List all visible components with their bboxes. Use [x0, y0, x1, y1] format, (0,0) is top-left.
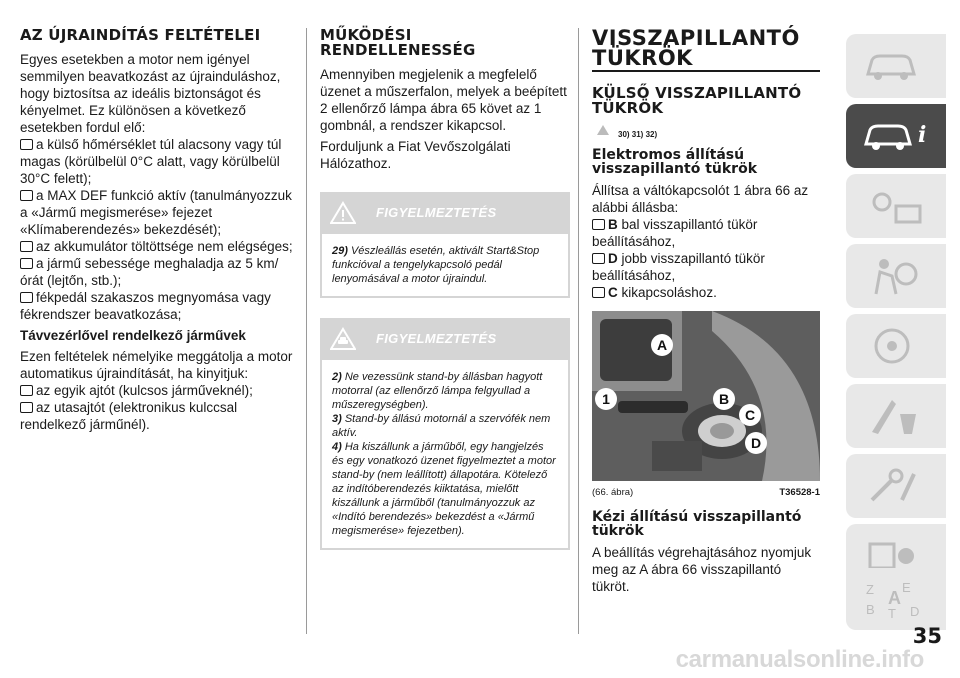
section-heading: MŰKÖDÉSI RENDELLENESSÉG — [320, 26, 476, 59]
emergency-icon — [862, 394, 926, 438]
car-info-active-icon — [862, 114, 926, 158]
note-number: 29) — [332, 245, 348, 257]
warning-text: Vészleállás esetén, aktivált Start&Stop funkcióval a tengelykapcsoló pedál lenyomásával a motor újraindul. — [332, 245, 540, 285]
warning-label: FIGYELMEZTETÉS — [376, 205, 497, 220]
figure-code: T36528-1 — [779, 487, 820, 498]
warning-item: 4) Ha kiszállunk a járműből, egy hangjelzés és egy vonatkozó üzenet figyelmeztet a motor stand-by (nem leállított) állapotára. Kötelező az indítóberendezés kiiktatása, mielőtt kiszállunk a járműből (tanulmányozzuk az «Indító berendezés» bekezdést a «Jármű megismerése» fejezetben). — [332, 441, 556, 537]
svg-text:i: i — [918, 122, 926, 148]
bullet-box-icon — [20, 385, 33, 396]
paragraph: Állítsa a váltókapcsolót 1 ábra 66 az alábbi állásba: — [592, 183, 809, 215]
tab-index[interactable] — [846, 568, 946, 630]
bullet-box-icon — [20, 402, 33, 413]
tab-vehicle[interactable] — [846, 34, 946, 98]
figure-label: 1 — [602, 391, 610, 407]
index-icon — [862, 578, 926, 622]
figure-label: A — [656, 337, 668, 353]
bullet-box-icon — [20, 139, 33, 150]
figure-label: C — [744, 407, 756, 423]
bullet-box-icon — [592, 253, 605, 264]
paragraph: Ezen feltételek némelyike meggátolja a motor automatikus újraindítását, ha kinyitjuk: — [20, 349, 293, 381]
list-item: a jármű sebessége meghaladja az 5 km/órát (lejtőn, stb.); — [20, 256, 279, 288]
steering-wheel-icon — [862, 324, 926, 368]
tab-vehicle-info-active[interactable] — [846, 104, 946, 168]
warning-lights-icon — [862, 184, 926, 228]
figure-illustration — [592, 311, 820, 481]
figure-label: B — [718, 391, 730, 407]
bullet-box-icon — [592, 219, 605, 230]
paragraph: A beállítás végrehajtásához nyomjuk meg az A ábra 66 visszapillantó tükröt. — [592, 545, 812, 594]
list-item: B bal visszapillantó tükör beállításához, — [592, 217, 758, 249]
tab-service[interactable] — [846, 454, 946, 518]
column-divider — [578, 28, 579, 634]
watermark: carmanualsonline.info — [675, 646, 924, 673]
svg-text:E: E — [902, 580, 911, 595]
warning-triangle-icon — [330, 201, 356, 225]
service-tools-icon — [862, 464, 926, 508]
tab-safety[interactable] — [846, 244, 946, 308]
mirror-control-photo — [592, 311, 820, 481]
paragraph: Forduljunk a Fiat Vevőszolgálati Hálózathoz. — [320, 139, 511, 171]
chapter-title: VISSZAPILLANTÓ TÜKRÖK — [592, 28, 820, 72]
warning-header — [320, 318, 570, 360]
figure-label: D — [750, 435, 762, 451]
list-item: a külső hőmérséklet túl alacsony vagy túl magas (körülbelül 0°C alatt, vagy körülbelül 30°C felett); — [20, 137, 282, 186]
bullet-box-icon — [592, 287, 605, 298]
svg-text:T: T — [888, 606, 896, 621]
subheading: Kézi állítású visszapillantó tükrök — [592, 509, 802, 539]
references: 30) 31) 32) — [592, 124, 820, 140]
svg-text:D: D — [910, 604, 920, 619]
list-item: a MAX DEF funkció aktív (tanulmányozzuk a «Jármű megismerése» fejezet «Klímaberendezés» bekezdését); — [20, 188, 292, 237]
list-item: D jobb visszapillantó tükör beállításához, — [592, 251, 765, 283]
tab-emergency[interactable] — [846, 384, 946, 448]
tab-warning-lights[interactable] — [846, 174, 946, 238]
subheading: Távvezérlővel rendelkező járművek — [20, 328, 246, 343]
list-item: fékpedál szakaszos megnyomása vagy fékrendszer beavatkozása; — [20, 290, 271, 322]
bullet-box-icon — [20, 258, 33, 269]
warning-box — [320, 360, 570, 550]
section-heading: AZ ÚJRAINDÍTÁS FELTÉTELEI — [20, 26, 261, 44]
page-number: 35 — [912, 624, 942, 648]
subheading: Elektromos állítású visszapillantó tükrök — [592, 147, 758, 177]
list-item: az utasajtót (elektronikus kulccsal rendelkező járműnél). — [20, 400, 238, 432]
list-item: az akkumulátor töltöttsége nem elégséges; — [20, 238, 296, 255]
column-malfunction — [320, 28, 570, 550]
car-info-icon — [862, 44, 926, 88]
airbag-icon — [862, 254, 926, 298]
warning-label: FIGYELMEZTETÉS — [376, 331, 497, 346]
bullet-box-icon — [20, 241, 33, 252]
tab-driving[interactable] — [846, 314, 946, 378]
warning-triangle-icon — [596, 124, 610, 136]
warning-item: 3) Stand-by állású motornál a szervófék nem aktív. — [332, 413, 551, 439]
caution-car-icon — [330, 327, 356, 351]
figure-caption: (66. ábra) T36528-1 — [592, 487, 820, 498]
list-item: C kikapcsoláshoz. — [592, 284, 820, 301]
column-restart-conditions — [20, 28, 296, 433]
warning-box — [320, 234, 570, 298]
warning-header — [320, 192, 570, 234]
section-heading: KÜLSŐ VISSZAPILLANTÓ TÜKRÖK — [592, 84, 802, 117]
bullet-box-icon — [20, 190, 33, 201]
intro-text: Egyes esetekben a motor nem igényel semmilyen beavatkozást az újrainduláshoz, hogy biztosítsa az ideális biztonságot és kényelmet. Ez különösen a következő esetekben fordul elő: — [20, 52, 281, 135]
warning-item: 2) Ne vezessünk stand-by állásban hagyott motorral (az ellenőrző lámpa felgyullad a műszeregységben). — [332, 371, 543, 411]
column-mirrors — [592, 28, 820, 595]
svg-text:Z: Z — [866, 582, 874, 597]
svg-text:A: A — [888, 588, 901, 608]
column-divider — [306, 28, 307, 634]
list-item: az egyik ajtót (kulcsos járműveknél); — [20, 382, 296, 399]
paragraph: Amennyiben megjelenik a megfelelő üzenet a műszerfalon, melyek a beépített 2 ellenőrző lámpa ábra 65 követ az 1 gombnál, a rendszer kikapcsol. — [320, 67, 567, 133]
bullet-box-icon — [20, 292, 33, 303]
svg-text:B: B — [866, 602, 875, 617]
